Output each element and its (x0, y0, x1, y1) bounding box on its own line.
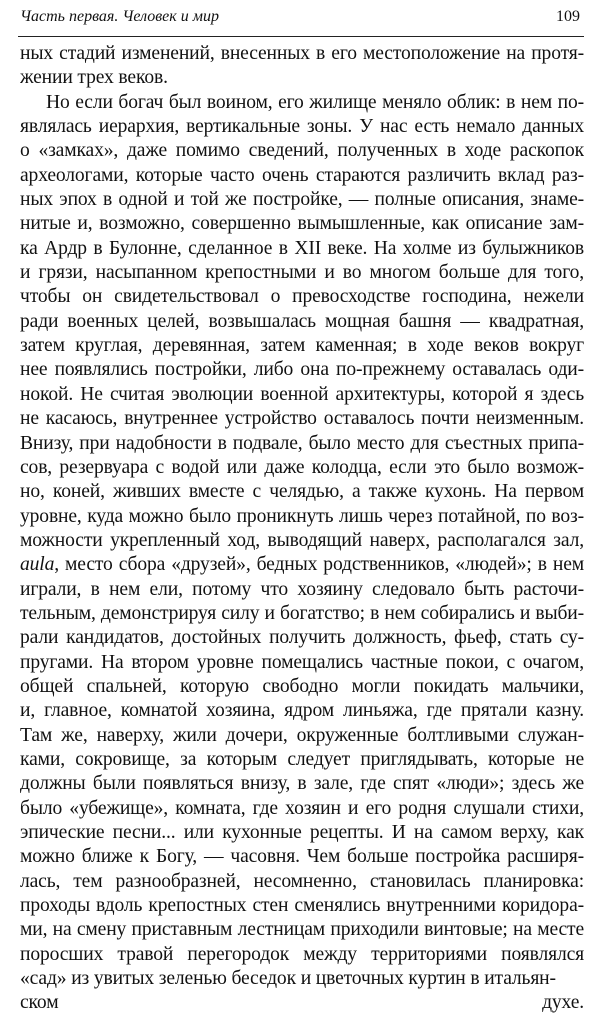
text-line: эпические песни... или кухонные рецепты. И на самом верху, как (20, 822, 584, 843)
text-line: ка Ардр в Булонне, сделанное в XII веке. На холме из булыжников (20, 237, 584, 259)
text-line: можно ближе к Богу, — часовня. Чем больше постройка расширя- (20, 846, 584, 868)
text-line: пругами. На втором уровне помещались частные покои, с очагом, (20, 651, 584, 673)
text-line: можности укрепленный ход, выводящий наверх, располагался зал, (20, 529, 584, 551)
body-text (20, 42, 584, 1016)
text-line: чтобы он свидетельствовал о превосходстве господина, нежели (20, 286, 584, 308)
text-line: общей спальней, которую свободно могли покидать мальчики, (20, 675, 584, 697)
text-line: ради военных целей, возвышалась мощная башня — квадратная, (20, 310, 584, 332)
text-line: рали кандидатов, достойных получить должность, фьеф, стать су- (20, 627, 584, 649)
text-line: Но если богач был воином, его жилище меняло облик: в нем по- (46, 91, 584, 113)
text-line: было «убежище», комната, где хозяин и его родня слушали стихи, (20, 797, 584, 819)
text-line: сов, резервуара с водой или даже колодца, если это было возмож- (20, 456, 584, 478)
text-line: о «замках», даже помимо сведений, полученных в ходе раскопок (20, 140, 584, 162)
text-line: играли, в нем ели, потому что хозяину следовало быть расточи- (20, 578, 584, 600)
text-line: поросших травой перегородок между территориями появлялся (20, 943, 584, 965)
text-line: ми, на смену приставным лестницам приходили винтовые; на месте (20, 919, 584, 941)
section-title: Часть первая. Человек и мир (20, 8, 219, 25)
running-head (20, 4, 580, 30)
text-line: и, главное, комнатой хозяина, ядром линьяжа, где прятали казну. (20, 700, 584, 722)
text-line: затем круглая, деревянная, затем каменная; в ходе веков вокруг (20, 335, 584, 357)
text-line: ском духе. (20, 992, 584, 1014)
text-line: «сад» из увитых зеленью беседок и цветочных куртин в итальян- (20, 968, 556, 990)
text-line: проходы вдоль крепостных стен сменялись внутренними коридора- (20, 895, 584, 917)
text-line: не касаюсь, внутреннее устройство оставалось почти неизменным. (20, 408, 584, 430)
text-line: являлась иерархия, вертикальные зоны. У нас есть немало данных (20, 116, 584, 138)
text-line: но, коней, живших вместе с челядью, а также кухонь. На первом (20, 481, 584, 503)
text-line: жении трех веков. (20, 67, 168, 89)
text-line: нитые и, возможно, совершенно вымышленные, как описание зам- (20, 213, 584, 235)
header-rule (18, 36, 584, 37)
text-line: Там же, наверху, жили дочери, окруженные болтливыми служан- (20, 724, 584, 746)
text-line: Внизу, при надобности в подвале, было место для съестных припа- (20, 432, 584, 454)
text-line: должны были появляться внизу, в зале, где спят «люди»; здесь же (20, 773, 584, 795)
text-line: и грязи, насыпанном крепостными и во многом больше для того, (20, 262, 584, 284)
text-line: ками, сокровище, за которым следует приглядывать, которые не (20, 748, 584, 770)
text-line: ных стадий изменений, внесенных в его местоположение на протя- (20, 43, 584, 64)
text-line: ных эпох в одной и той же постройке, — полные описания, знаме- (20, 189, 584, 211)
text-line: тельным, демонстрируя силу и богатство; в нем собирались и выби- (20, 602, 584, 624)
page-number: 109 (556, 8, 580, 25)
text-line: археологами, которые часто очень стараются различить вклад раз- (20, 164, 584, 186)
text-line: нее появлялись постройки, либо она по-прежнему оставалась оди- (20, 359, 584, 381)
text-line: aula, место сбора «друзей», бедных родственников, «людей»; в нем (20, 554, 584, 576)
text-line: лась, тем разнообразней, несомненно, становилась планировка: (20, 870, 584, 892)
text-line: нокой. Не считая эволюции военной архитектуры, которой я здесь (20, 383, 584, 405)
text-line: уровне, куда можно было проникнуть лишь через потайной, по воз- (20, 505, 584, 527)
